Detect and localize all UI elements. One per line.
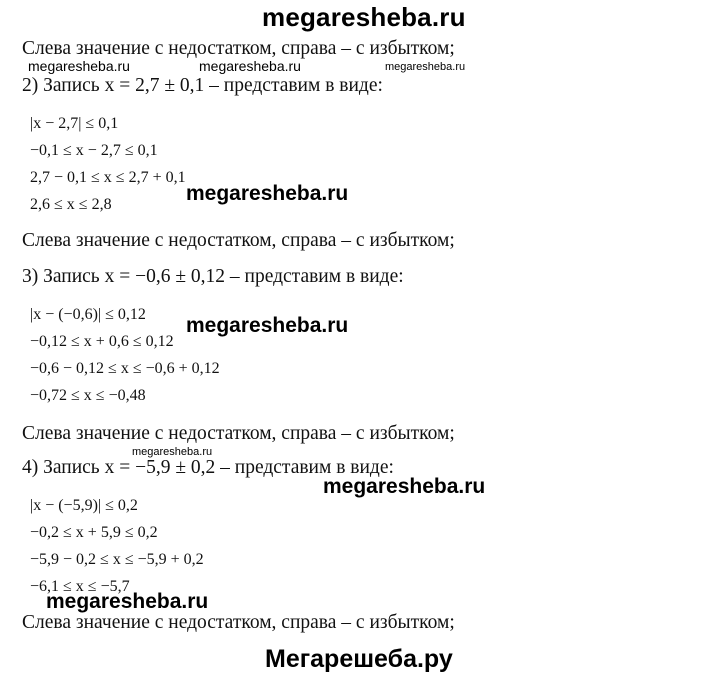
conclusion-line-1: Слева значение с недостатком, справа – с избытком; — [22, 38, 455, 59]
section-3-conclusion: Слева значение с недостатком, справа – с избытком; — [22, 423, 455, 444]
section-3-step-4: −0,72 ≤ x ≤ −0,48 — [30, 387, 146, 404]
section-4-step-1: |x − (−5,9)| ≤ 0,2 — [30, 497, 138, 514]
watermark-small-2: megaresheba.ru — [199, 58, 301, 74]
section-2-step-2: −0,1 ≤ x − 2,7 ≤ 0,1 — [30, 142, 158, 159]
section-4-conclusion: Слева значение с недостатком, справа – с избытком; — [22, 612, 455, 633]
section-2-heading: 2) Запись x = 2,7 ± 0,1 – представим в виде: — [22, 75, 383, 96]
footer-brand: Мегарешеба.ру — [265, 645, 453, 673]
section-4-step-3: −5,9 − 0,2 ≤ x ≤ −5,9 + 0,2 — [30, 551, 204, 568]
watermark-small-1: megaresheba.ru — [28, 58, 130, 74]
section-3-step-1: |x − (−0,6)| ≤ 0,12 — [30, 306, 146, 323]
section-3-step-3: −0,6 − 0,12 ≤ x ≤ −0,6 + 0,12 — [30, 360, 220, 377]
watermark-small-3: megaresheba.ru — [132, 446, 213, 458]
section-4-step-2: −0,2 ≤ x + 5,9 ≤ 0,2 — [30, 524, 158, 541]
watermark-tiny: megaresheba.ru — [385, 61, 466, 73]
watermark-mid-4: megaresheba.ru — [46, 590, 209, 613]
section-4-step-4: −6,1 ≤ x ≤ −5,7 — [30, 578, 130, 595]
watermark-mid-3: megaresheba.ru — [323, 475, 486, 498]
watermark-mid-1: megaresheba.ru — [186, 182, 349, 205]
watermark-top: megaresheba.ru — [262, 2, 466, 32]
section-4-heading: 4) Запись x = −5,9 ± 0,2 – представим в виде: — [22, 457, 394, 478]
section-3-heading: 3) Запись x = −0,6 ± 0,12 – представим в виде: — [22, 266, 404, 287]
section-3-step-2: −0,12 ≤ x + 0,6 ≤ 0,12 — [30, 333, 174, 350]
section-2-step-3: 2,7 − 0,1 ≤ x ≤ 2,7 + 0,1 — [30, 169, 186, 186]
section-2-conclusion: Слева значение с недостатком, справа – с избытком; — [22, 230, 455, 251]
section-2-step-1: |x − 2,7| ≤ 0,1 — [30, 115, 119, 132]
watermark-mid-2: megaresheba.ru — [186, 314, 349, 337]
section-2-step-4: 2,6 ≤ x ≤ 2,8 — [30, 196, 112, 213]
